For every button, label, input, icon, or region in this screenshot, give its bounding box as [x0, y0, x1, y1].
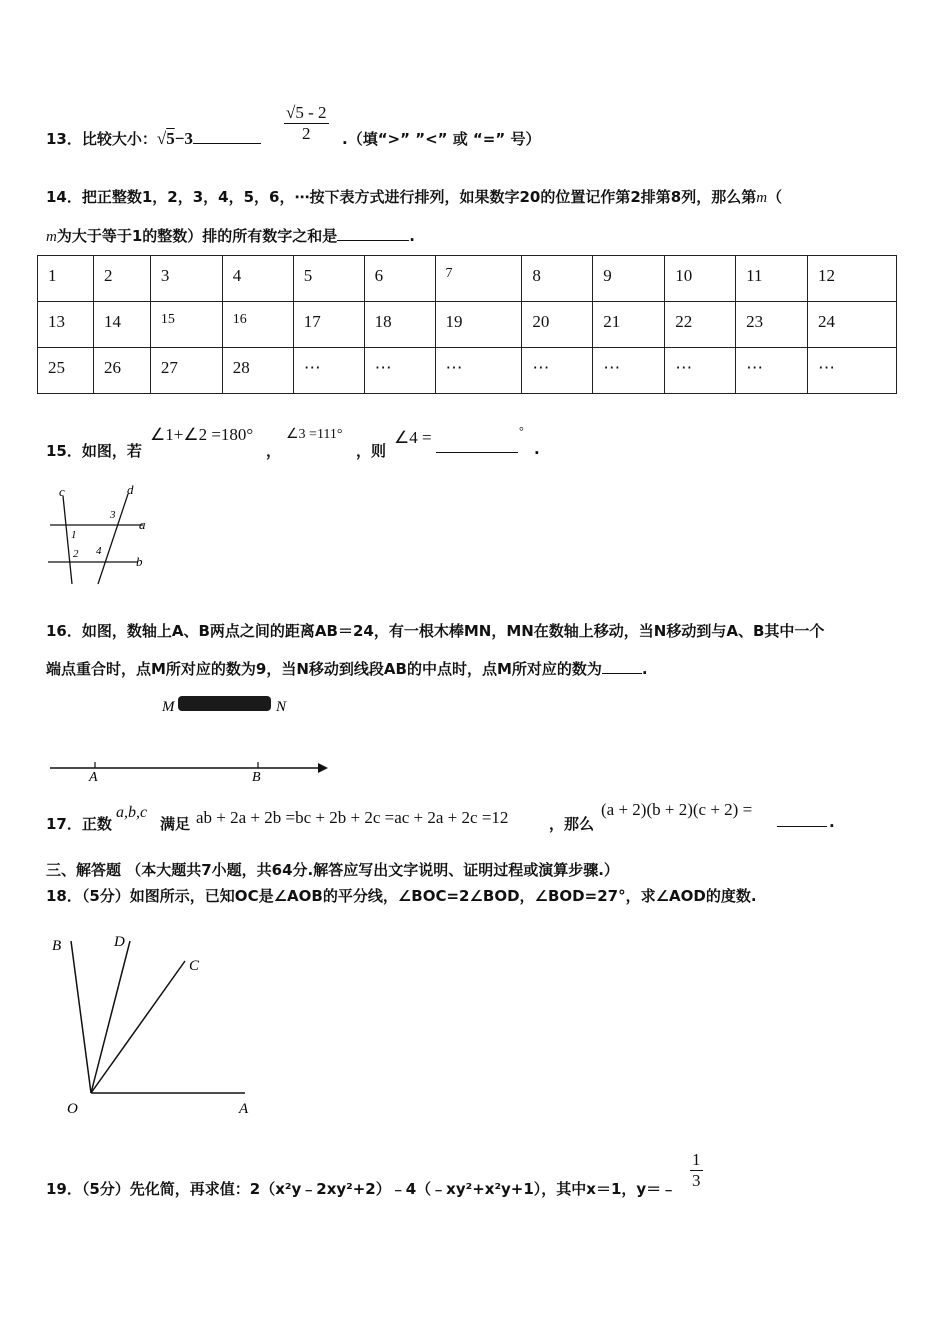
label-a: a	[139, 517, 146, 532]
q14-line2-text: 为大于等于1的整数）排的所有数字之和是	[56, 227, 338, 245]
table-cell: 26	[93, 348, 150, 394]
table-cell: 13	[38, 302, 94, 348]
table-cell: ⋯	[665, 348, 736, 394]
q16-line2	[46, 658, 648, 679]
ray-OD	[91, 941, 130, 1093]
table-cell: ⋯	[593, 348, 665, 394]
table-cell: 11	[736, 256, 808, 302]
table-cell: 28	[222, 348, 293, 394]
q15-cond2: ∠3 =111°	[286, 427, 343, 442]
q13-prefix: 13．比较大小：	[46, 130, 157, 148]
q13-answer-blank	[193, 142, 261, 144]
q17-prefix: 17．正数	[46, 815, 112, 833]
q17-then: ，那么	[549, 815, 595, 833]
table-cell: 12	[808, 256, 897, 302]
table-cell: 15	[150, 302, 222, 348]
q17-vars: a,b,c	[116, 804, 148, 821]
q13-suffix: .（填“>” ”<” 或 “=” 号）	[342, 130, 541, 148]
q16-line2-text: 端点重合时，点M所对应的数为9，当N移动到线段AB的中点时，点M所对应的数为	[46, 660, 602, 678]
q17-equation: ab + 2a + 2b =bc + 2b + 2c =ac + 2a + 2c =12	[196, 808, 509, 827]
table-cell: 20	[522, 302, 593, 348]
q15-prefix: 15．如图，若	[46, 442, 142, 460]
ray-OC	[91, 961, 185, 1093]
q15-sep: ，	[266, 442, 282, 460]
table-cell: 8	[522, 256, 593, 302]
q15-answer-blank	[436, 452, 518, 453]
table-cell: 18	[364, 302, 435, 348]
table-row	[38, 256, 897, 302]
q17-expr: (a + 2)(b + 2)(c + 2) =	[601, 800, 753, 819]
table-cell: 9	[593, 256, 665, 302]
table-cell: 2	[93, 256, 150, 302]
q19-frac-den: 3	[692, 1171, 701, 1190]
q15-then: ，则	[356, 442, 387, 460]
q14-paren: （	[767, 188, 783, 206]
q19-text: 19．（5分）先化简，再求值：2（x²y﹣2xy²+2）﹣4（﹣xy²+x²y+1），其中x＝1，y＝﹣	[46, 1180, 677, 1198]
section-3-heading: 三、解答题 （本大题共7小题，共64分.解答应写出文字说明、证明过程或演算步骤.）	[46, 861, 619, 879]
q15-figure	[40, 480, 160, 590]
q13-sqrt: √5	[156, 129, 175, 148]
table-cell: 21	[593, 302, 665, 348]
table-cell: 23	[736, 302, 808, 348]
table-cell: 22	[665, 302, 736, 348]
table-cell: 27	[150, 348, 222, 394]
table-cell: ⋯	[808, 348, 897, 394]
q13-frac-num: √5 - 2	[286, 103, 327, 122]
q15-degree: °	[519, 424, 524, 438]
table-cell: 5	[293, 256, 364, 302]
angle-2: 2	[73, 548, 79, 560]
table-cell: 14	[93, 302, 150, 348]
table-cell: 6	[364, 256, 435, 302]
table-cell: ⋯	[522, 348, 593, 394]
q17-end: .	[829, 813, 835, 831]
table-cell: 17	[293, 302, 364, 348]
q15-end: .	[534, 440, 540, 458]
table-cell: 7	[435, 256, 522, 302]
q13-fraction	[284, 103, 329, 144]
table-cell: ⋯	[736, 348, 808, 394]
q19-fraction	[690, 1150, 703, 1191]
q16-period: .	[641, 660, 648, 678]
label-A: A	[239, 1101, 249, 1117]
q17-answer-blank	[777, 826, 827, 827]
label-M: M	[162, 699, 175, 715]
angle-4: 4	[96, 545, 102, 557]
number-table	[37, 255, 897, 394]
label-B: B	[52, 938, 62, 954]
q14-line1	[46, 186, 782, 207]
q18-text: 18．（5分）如图所示，已知OC是∠AOB的平分线，∠BOC=2∠BOD，∠BOD=27°，求∠AOD的度数.	[46, 887, 757, 905]
q13-frac-den: 2	[302, 124, 311, 143]
table-cell: 10	[665, 256, 736, 302]
table-cell: 4	[222, 256, 293, 302]
q14-var-m2: m	[46, 229, 57, 245]
table-cell: ⋯	[293, 348, 364, 394]
angle-3: 3	[110, 509, 116, 521]
table-cell: 25	[38, 348, 94, 394]
table-cell: 19	[435, 302, 522, 348]
label-O: O	[67, 1101, 78, 1117]
q14-period: .	[409, 227, 415, 245]
axis-arrow	[318, 763, 328, 773]
table-cell: 24	[808, 302, 897, 348]
ray-OB	[71, 941, 91, 1093]
q18-figure	[40, 925, 270, 1125]
q14-answer-blank	[337, 239, 409, 241]
q13-minus-three: −3	[174, 129, 193, 148]
label-c: c	[59, 484, 65, 499]
label-N: N	[276, 699, 287, 715]
label-B: B	[252, 770, 261, 785]
table-row	[38, 302, 897, 348]
table-cell: ⋯	[435, 348, 522, 394]
q16-line1: 16．如图，数轴上A、B两点之间的距离AB＝24，有一根木棒MN，MN在数轴上移动，当N移动到与A、B其中一个	[46, 622, 825, 640]
q14-line2	[46, 225, 415, 246]
q14-var-m: m	[756, 190, 768, 206]
q17-mid: 满足	[160, 815, 191, 833]
stick-MN	[178, 696, 271, 711]
table-cell: 1	[38, 256, 94, 302]
label-C: C	[189, 958, 200, 974]
q16-figure	[40, 688, 340, 788]
label-A: A	[89, 770, 98, 785]
q13-line	[46, 128, 261, 149]
table-cell: ⋯	[364, 348, 435, 394]
table-cell: 16	[222, 302, 293, 348]
table-cell: 3	[150, 256, 222, 302]
line-d	[98, 494, 128, 584]
table-row	[38, 348, 897, 394]
q16-answer-blank	[602, 672, 642, 674]
q15-ask: ∠4 =	[394, 428, 432, 447]
q14-line1-text: 14．把正整数1，2，3，4，5，6，⋯按下表方式进行排列，如果数字20的位置记作第2排第8列，那么第	[46, 188, 757, 206]
label-D: D	[114, 934, 125, 950]
angle-1: 1	[71, 529, 77, 541]
label-d: d	[127, 482, 134, 497]
q15-cond1: ∠1+∠2 =180°	[150, 425, 254, 444]
q19-frac-num: 1	[692, 1150, 701, 1169]
label-b: b	[136, 554, 143, 569]
